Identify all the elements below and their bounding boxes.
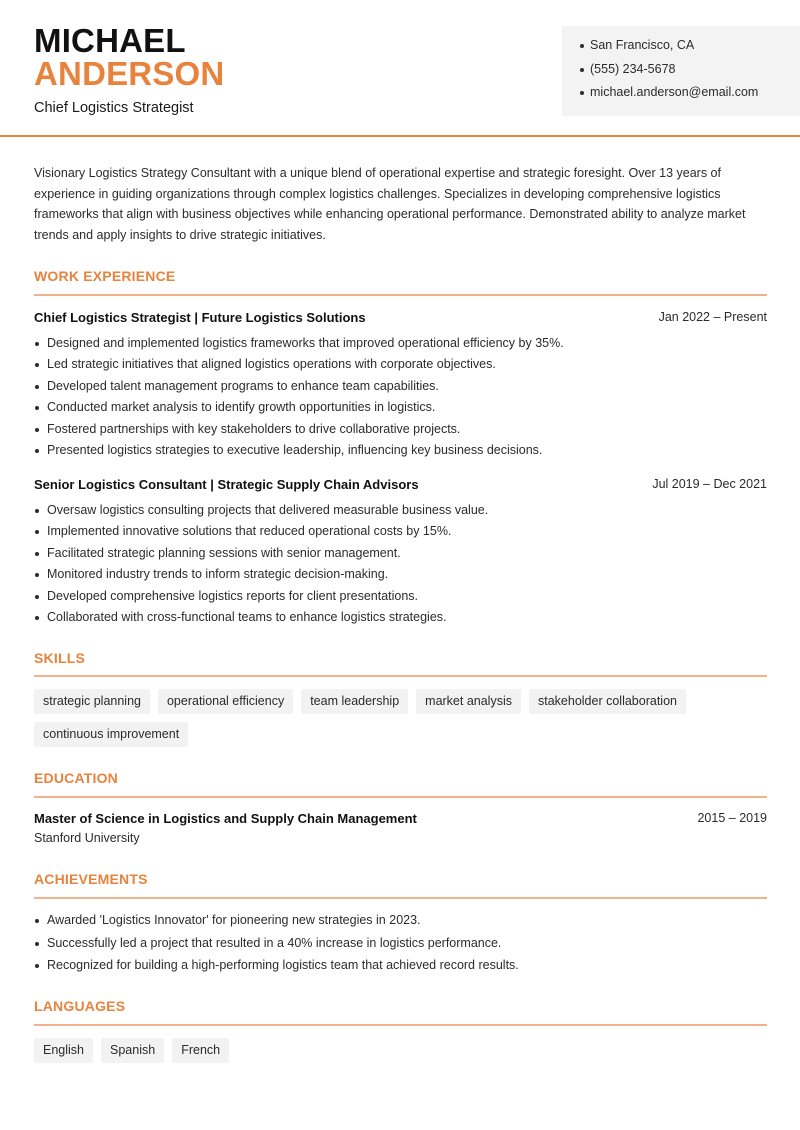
- list-item: Fostered partnerships with key stakeholders to drive collaborative projects.: [34, 421, 767, 442]
- skill-tag: operational efficiency: [158, 689, 293, 714]
- education-school: Stanford University: [34, 831, 140, 845]
- list-item: Successfully led a project that resulted in a 40% increase in logistics performance.: [34, 935, 767, 958]
- section-divider: [34, 897, 767, 899]
- section-divider: [34, 294, 767, 296]
- contact-box: [562, 26, 800, 116]
- section-divider: [34, 796, 767, 798]
- contact-email[interactable]: michael.anderson@email.com: [580, 84, 800, 108]
- list-item: Monitored industry trends to inform strategic decision-making.: [34, 566, 767, 587]
- language-tag: English: [34, 1038, 93, 1063]
- skill-tag: market analysis: [416, 689, 521, 714]
- job-title: Chief Logistics Strategist: [34, 100, 194, 116]
- list-item: Oversaw logistics consulting projects that delivered measurable business value.: [34, 502, 767, 523]
- section-title-work: WORK EXPERIENCE: [34, 268, 176, 284]
- list-item: Facilitated strategic planning sessions with senior management.: [34, 545, 767, 566]
- languages-list: [34, 1038, 767, 1063]
- job-role: Senior Logistics Consultant | Strategic Supply Chain Advisors: [34, 477, 419, 492]
- job-heading: [34, 477, 767, 492]
- last-name: ANDERSON: [34, 55, 225, 92]
- achievements-list: [34, 912, 767, 980]
- list-item: Led strategic initiatives that aligned logistics operations with corporate objectives.: [34, 356, 767, 377]
- job-bullets: [34, 502, 767, 630]
- language-tag: Spanish: [101, 1038, 164, 1063]
- skill-tag: stakeholder collaboration: [529, 689, 686, 714]
- list-item: Presented logistics strategies to executive leadership, influencing key business decisions.: [34, 442, 767, 463]
- education-dates: 2015 – 2019: [697, 811, 767, 825]
- summary-paragraph: Visionary Logistics Strategy Consultant with a unique blend of operational expertise and strategic foresight. Over 13 years of experience in guiding organizations through complex logistics challenges. Specializes in developing comprehensive logistics frameworks that align with business objectives while enhancing operational performance. Demonstrated ability to analyze market trends and apply insights to drive strategic initiatives.: [34, 166, 746, 242]
- list-item: Developed comprehensive logistics reports for client presentations.: [34, 588, 767, 609]
- education-degree: Master of Science in Logistics and Supply Chain Management: [34, 811, 417, 826]
- job-dates: Jan 2022 – Present: [658, 310, 767, 324]
- list-item: Implemented innovative solutions that reduced operational costs by 15%.: [34, 523, 767, 544]
- section-divider: [34, 1024, 767, 1026]
- skill-tag: team leadership: [301, 689, 408, 714]
- list-item: Recognized for building a high-performing logistics team that achieved record results.: [34, 957, 767, 980]
- contact-location: San Francisco, CA: [580, 37, 800, 61]
- section-title-skills: SKILLS: [34, 650, 85, 666]
- job-heading: [34, 310, 767, 325]
- first-name: MICHAEL: [34, 22, 186, 59]
- section-title-languages: LANGUAGES: [34, 998, 126, 1014]
- job-bullets: [34, 335, 767, 463]
- skills-list: [34, 689, 767, 747]
- list-item: Awarded 'Logistics Innovator' for pioneering new strategies in 2023.: [34, 912, 767, 935]
- job-role: Chief Logistics Strategist | Future Logistics Solutions: [34, 310, 366, 325]
- section-title-achievements: ACHIEVEMENTS: [34, 871, 148, 887]
- list-item: Designed and implemented logistics frameworks that improved operational efficiency by 35%.: [34, 335, 767, 356]
- contact-phone: (555) 234-5678: [580, 61, 800, 85]
- section-divider: [34, 675, 767, 677]
- list-item: Conducted market analysis to identify growth opportunities in logistics.: [34, 399, 767, 420]
- skill-tag: strategic planning: [34, 689, 150, 714]
- list-item: Developed talent management programs to enhance team capabilities.: [34, 378, 767, 399]
- section-title-education: EDUCATION: [34, 770, 118, 786]
- skill-tag: continuous improvement: [34, 722, 188, 747]
- job-dates: Jul 2019 – Dec 2021: [652, 477, 767, 491]
- resume-header: [0, 0, 800, 137]
- list-item: Collaborated with cross-functional teams to enhance logistics strategies.: [34, 609, 767, 630]
- language-tag: French: [172, 1038, 229, 1063]
